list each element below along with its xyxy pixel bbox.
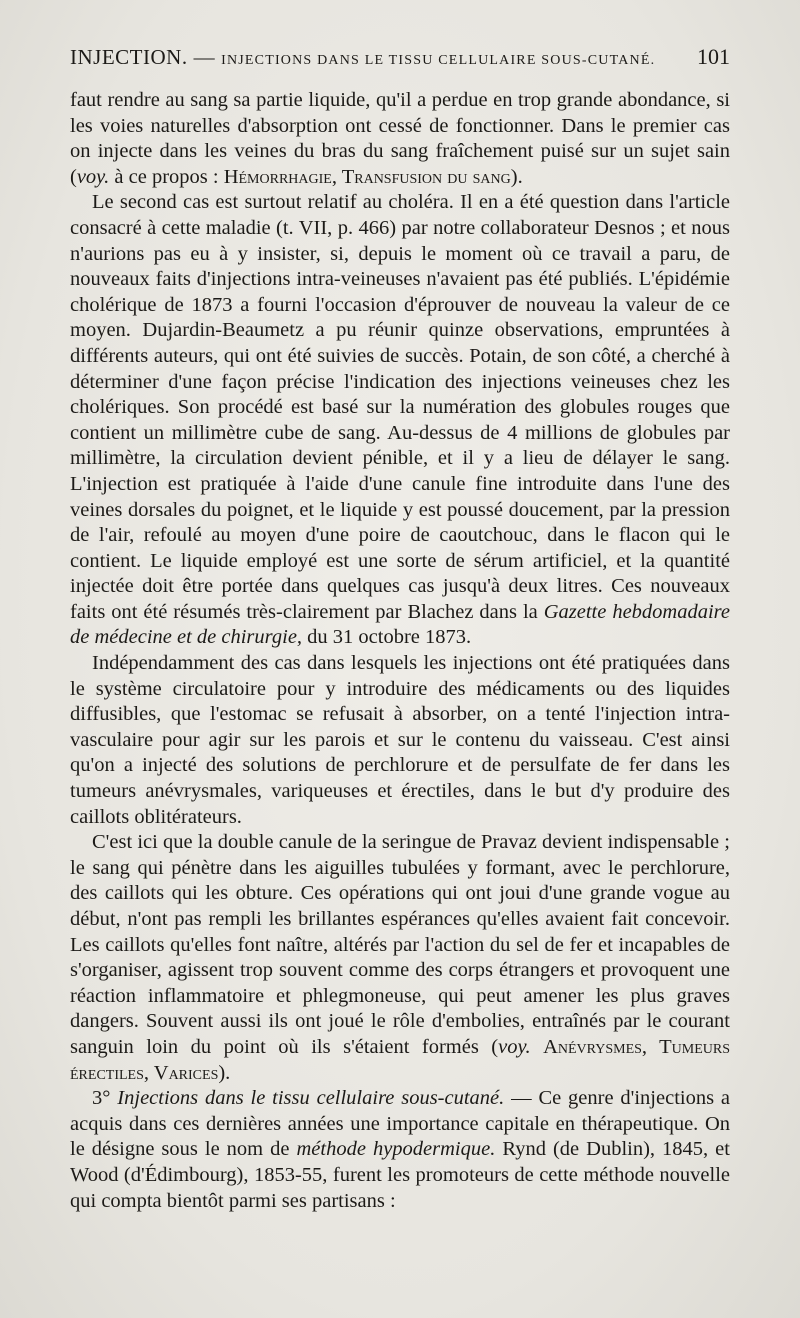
p5-term: méthode hypodermique. <box>296 1138 496 1161</box>
p5-text-a: — Ce genre d'injections a acquis dans ces dernières années une importance capitale en thérapeutique. On le désigne sous le nom de <box>70 1087 731 1161</box>
p4-text-e: ). <box>218 1061 231 1084</box>
p1-text-e: ). <box>510 165 523 188</box>
paragraph-3 <box>70 651 730 830</box>
p4-text-c <box>531 1036 544 1058</box>
p4-text-a: C'est ici que la double canule de la seringue de Pravaz devient indispensable ; le sang qui pénètre dans les aiguilles tubulées y formant, avec le perchlorure, des caillots qui les obture. Ces opérations qui ont joui d'une grande vogue au début, n'ont pas rempli les brillantes espérances qu'elles avaient fait concevoir. Les caillots qu'elles font naître, altérés par l'action du sel de fer et incapables de s'organiser, agissent trop souvent comme des corps étrangers et provoquent une réaction inflammatoire et phlegmoneuse, qui peut amener les plus graves dangers. Souvent aussi ils ont joué le rôle d'embolies, entraînés par le courant sanguin loin du point où ils s'étaient formés ( <box>70 831 730 1058</box>
p1-text-c: à ce propos : <box>109 165 224 188</box>
p4-cross-reference: Anévrysmes, Tumeurs érectiles, Varices <box>70 1035 731 1084</box>
section-number: 3° <box>92 1087 111 1110</box>
header-dash: — <box>193 45 216 69</box>
p1-cross-reference: Hémorrhagie, Transfusion du sang <box>223 165 511 188</box>
running-title <box>70 45 655 70</box>
p5-text-b: Rynd (de Dublin), 1845, et Wood (d'Édimbourg), 1853-55, furent les promoteurs de cette méthode nouvelle qui compta bientôt parmi ses partisans : <box>70 1138 730 1212</box>
p3-text: Indépendamment des cas dans lesquels les injections ont été pratiquées dans le système circulatoire pour y introduire des médicaments ou des liquides diffusibles, que l'estomac se refusait à absorber, on a tenté l'injection intra-vasculaire pour agir sur les parois et sur le contenu du vaisseau. C'est ainsi qu'on a injecté des solutions de perchlorure et de persulfate de fer dans les tumeurs anévrysmales, variqueuses et érectiles, dans le but d'y produire des caillots oblitérateurs. <box>70 652 730 828</box>
page-number: 101 <box>697 44 730 69</box>
paragraph-2 <box>70 190 730 651</box>
paragraph-4 <box>70 830 730 1086</box>
running-header <box>70 44 730 78</box>
body-text <box>70 88 730 1214</box>
section-heading: Injections dans le tissu cellulaire sous-cutané. <box>117 1087 505 1110</box>
p2-text: Le second cas est surtout relatif au choléra. Il en a été question dans l'article consacré à cette maladie (t. VII, p. 466) par notre collaborateur Desnos ; et nous n'aurions pas eu à y insister, si, depuis le moment où ce travail a paru, de nouveaux faits d'injections intra-veineuses n'avaient pas été publiés. L'épidémie cholérique de 1873 a fourni l'occasion d'éprouver de nouveau la valeur de ce moyen. Dujardin-Beaumetz a pu réunir quinze observations, empruntées à différents auteurs, qui ont été suivies de succès. Potain, de son côté, a cherché à déterminer d'une façon précise l'indication des injections veineuses chez les cholériques. Son procédé est basé sur la numération des globules rouges que contient un millimètre cube de sang. Au-dessus de 4 millions de globules par millimètre, la circulation devient pénible, et il y a lieu de délayer le sang. L'injection est pratiquée à l'aide d'une canule fine introduite dans l'une des veines dorsales du poignet, et le liquide y est poussé doucement, par la pression de l'air, refoulé au moyen d'une poire de caoutchouc, dans le flacon qui le contient. Le liquide employé est une sorte de sérum artificiel, et la quantité injectée doit être portée dans quelques cas jusqu'à deux litres. Ces nouveaux faits ont été résumés très-clairement par Blachez dans la <box>70 191 730 623</box>
paragraph-1 <box>70 88 730 190</box>
paragraph-5 <box>70 1086 730 1214</box>
p1-voy: voy. <box>76 165 110 188</box>
p1-text-a: faut rendre au sang sa partie liquide, qu'il a perdue en trop grande abondance, si les voies naturelles d'absorption ont cessé de fonctionner. Dans le premier cas on injecte dans les veines du bras du sang fraîchement puisé sur un sujet sain ( <box>70 89 730 188</box>
p2-text-end: du 31 octobre 1873. <box>302 626 472 649</box>
header-title: INJECTION. <box>70 45 188 69</box>
p4-voy: voy. <box>498 1035 531 1058</box>
p2-journal-title: Gazette hebdomadaire de médecine et de chirurgie, <box>70 600 730 649</box>
header-subtitle: INJECTIONS DANS LE TISSU CELLULAIRE SOUS-CUTANÉ. <box>221 53 656 68</box>
